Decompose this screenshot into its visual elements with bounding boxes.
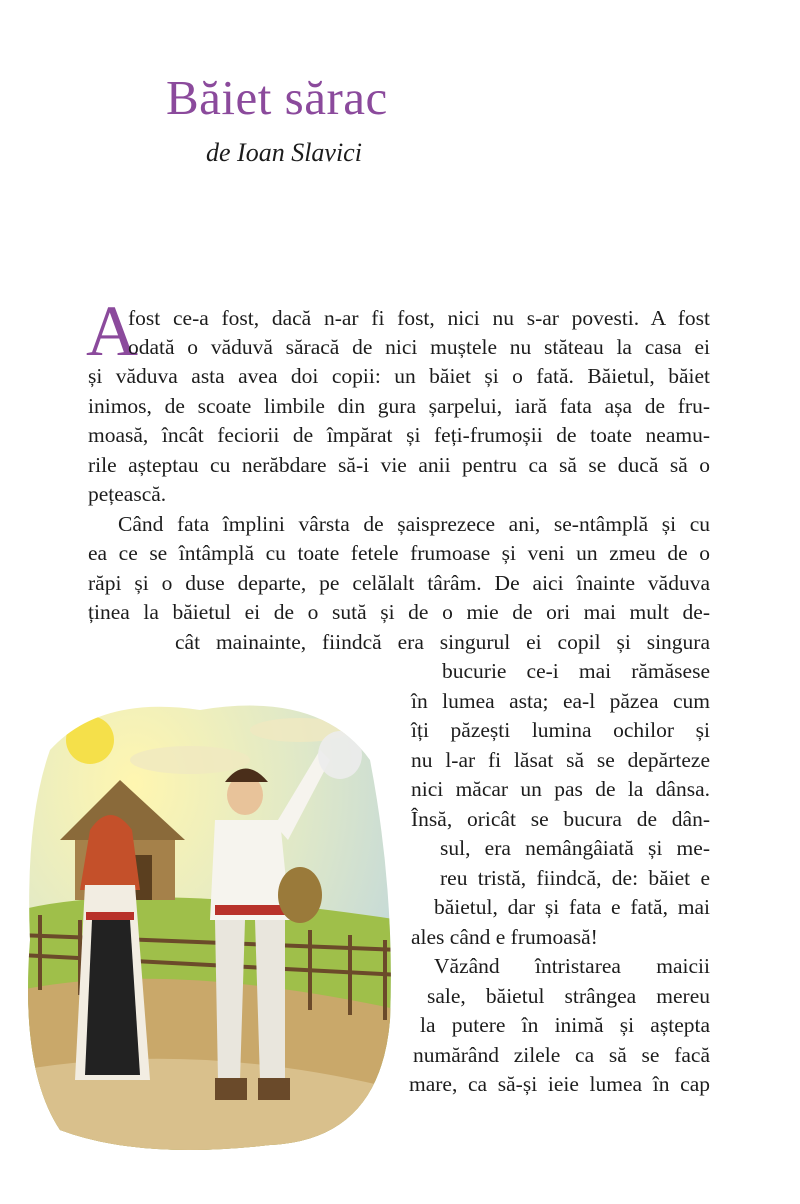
page-title: Băiet sărac (166, 70, 388, 125)
text-line: fost ce-a fost, dacă n-ar fi fost, nici nu s-ar povesti. A fost (128, 306, 710, 330)
text-line: nu l-ar fi lăsat să se depărteze (411, 748, 710, 772)
text-line: ales când e frumoasă! (411, 925, 598, 949)
drop-cap: A (86, 291, 138, 371)
text-line: și văduva asta avea doi copii: un băiet și o fată. Băietul, băiet (88, 364, 710, 388)
text-line: rile așteptau cu nerăbdare să-i vie anii pentru ca să se ducă să o (88, 453, 710, 477)
text-line: moasă, încât feciorii de împărat și feți-frumoșii de toate neamu- (88, 423, 710, 447)
text-line: ținea la băietul ei de o sută și de o mie de ori mai mult de- (88, 600, 710, 624)
text-line: Când fata împlini vârsta de șaisprezece ani, se-ntâmplă și cu (118, 512, 710, 536)
text-line: numărând zilele ca să se facă (413, 1043, 710, 1067)
text-line: Văzând întristarea maicii (434, 954, 710, 978)
text-line: sale, băietul strângea mereu (427, 984, 710, 1008)
text-line: reu tristă, fiindcă, de: băiet e (440, 866, 710, 890)
text-line: Însă, oricât se bucura de dân- (411, 807, 710, 831)
text-line: la putere în inimă și aștepta (420, 1013, 710, 1037)
text-line: îți păzești lumina ochilor și (411, 718, 710, 742)
illustration-svg (20, 690, 400, 1160)
text-line: inimos, de scoate limbile din gura șarpelui, iară fata așa de fru- (88, 394, 710, 418)
text-line: bucurie ce-i mai rămăsese (442, 659, 710, 683)
text-line: nici măcar un pas de la dânsa. (411, 777, 710, 801)
text-line: mare, ca să-și ieie lumea în cap (409, 1072, 710, 1096)
text-line: răpi și o duse departe, pe celălalt târâm. De aici înainte văduva (88, 571, 710, 595)
text-line: în lumea asta; ea-l păzea cum (411, 689, 710, 713)
text-line: sul, era nemângâiată și me- (440, 836, 710, 860)
text-line: cât mainainte, fiindcă era singurul ei copil și singura (175, 630, 710, 654)
text-line: pețească. (88, 482, 167, 506)
sun-icon (66, 716, 114, 764)
text-line: ea ce se întâmplă cu toate fetele frumoase și veni un zmeu de o (88, 541, 710, 565)
text-line: odată o văduvă săracă de nici muștele nu stăteau la casa ei (128, 335, 710, 359)
text-line: băietul, dar și fata e fată, mai (434, 895, 710, 919)
story-illustration (20, 690, 400, 1160)
author-line: de Ioan Slavici (206, 138, 362, 167)
